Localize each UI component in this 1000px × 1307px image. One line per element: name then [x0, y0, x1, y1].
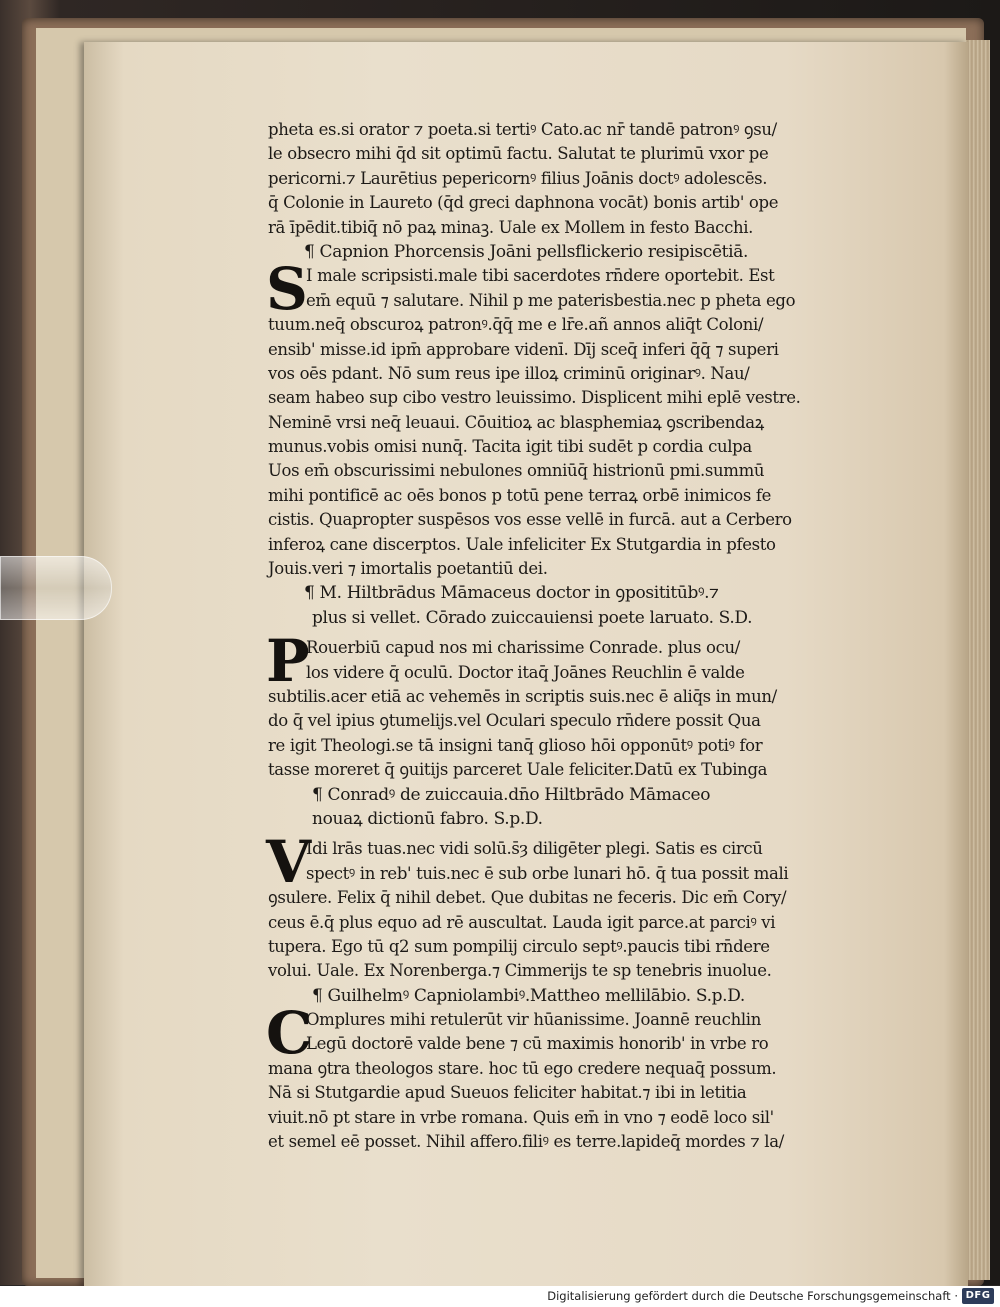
text-line: inferoꝝ cane discerptos. Uale infeliciter Ex Stutgardia in pfesto [268, 534, 776, 554]
text-line: Idi lrās tuas.nec vidi solū.s̄ȝ diligēter plegi. Satis es circū [306, 839, 763, 859]
letter-paragraph [266, 627, 858, 782]
text-line: I male scripsisti.male tibi sacerdotes rn̄dere oportebit. Est [306, 266, 775, 286]
text-line: seam habeo sup cibo vestro leuissimo. Displicent mihi eplē vestre. [268, 388, 801, 408]
paragraph-mark-icon: ¶ [312, 985, 323, 1006]
funding-credit: Digitalisierung gefördert durch die Deutsche Forschungsgemeinschaft · [547, 1289, 958, 1303]
dfg-logo-icon: DFG [962, 1288, 994, 1304]
text-line: pheta es.si orator ⁊ poeta.si tertiꝰ Cato.ac nr̄ tandē patronꝰ ꝯsu/ [268, 120, 777, 139]
text-line: viuit.nō pt stare in vrbe romana. Quis em̄ in vno ⁊ eodē loco sil' [268, 1107, 774, 1127]
page-holder-clip [0, 556, 112, 620]
text-line: tuum.neq̄ obscuroꝝ patronꝰ.q̄q̄ me e lr̄e.añ annos aliq̄t Coloni/ [268, 315, 764, 335]
text-line: Legū doctorē valde bene ⁊ cū maximis honorib' in vrbe ro [306, 1034, 769, 1054]
text-line: mana ꝯtra theologos stare. hoc tū ego credere nequaq̄ possum. [268, 1058, 777, 1078]
page-text [268, 118, 858, 1154]
text-line: Jouis.veri ⁊ imortalis poetantiū dei. [268, 559, 548, 579]
letter-heading: ¶ M. Hiltbrādus Māmaceus doctor in ꝯposititūbꝰ.⁊ [304, 583, 719, 604]
text-line: pericorni.⁊ Laurētius pepericornꝰ filius Joānis doctꝰ adolescēs. [268, 168, 768, 188]
text-line: subtilis.acer etiā ac vehemēs in scriptis suis.nec ē aliq̄s in mun/ [268, 686, 777, 706]
text-line: ꝯsulere. Felix q̄ nihil debet. Que dubitas ne feceris. Dic em̄ Cory/ [268, 888, 787, 908]
letter-heading-continued: plus si vellet. Cōrado zuiccauiensi poete laruato. S.D. [312, 607, 753, 628]
drop-cap: S [266, 255, 308, 324]
letter-heading: ¶ Conradꝰ de zuiccauia.dn̄o Hiltbrādo Māmaceo [312, 784, 711, 805]
text-line: mihi pontificē ac oēs bonos p totū pene terraꝝ orbē inimicos fe [268, 485, 772, 505]
text-line: et semel eē posset. Nihil affero.filiꝰ es terre.lapideq̄ mordes ⁊ la/ [268, 1132, 784, 1152]
letter-heading: ¶ Guilhelmꝰ Capniolambiꝰ.Mattheo mellilābio. S.p.D. [312, 985, 745, 1006]
text-line: spectꝰ in reb' tuis.nec ē sub orbe lunari hō. q̄ tua possit mali [306, 863, 789, 883]
letter-paragraph [266, 999, 858, 1154]
text-line: cistis. Quapropter suspēsos vos esse vellē in furcā. aut a Cerbero [268, 510, 792, 530]
page-fore-edge [966, 40, 990, 1280]
text-line: munus.vobis omisi nunq̄. Tacita igit tibi sudēt p cordia culpa [268, 437, 752, 457]
letter-heading-continued: nouaꝝ dictionū fabro. S.p.D. [312, 808, 543, 829]
opening-lines [268, 118, 858, 240]
text-line: los videre q̄ oculū. Doctor itaq̄ Joānes Reuchlin ē valde [306, 662, 745, 682]
text-line: ensib' misse.id ipm̄ approbare videnī. Dīj sceq̄ inferi q̄q̄ ⁊ superi [268, 339, 779, 359]
text-line: le obsecro mihi q̄d sit optimū factu. Salutat te plurimū vxor pe [268, 144, 769, 164]
text-line: Omplures mihi retulerūt vir hūanissime. Joannē reuchlin [306, 1010, 761, 1030]
text-line: ceus ē.q̄ plus equo ad rē auscultat. Lauda igit parce.at parciꝰ vi [268, 912, 776, 932]
letter-paragraph [266, 255, 858, 581]
letter-heading: ¶ Capnion Phorcensis Joāni pellsflickerio resipiscētiā. [304, 241, 749, 262]
drop-cap: P [266, 627, 310, 696]
letter-paragraph [266, 828, 858, 983]
drop-cap: V [266, 828, 311, 897]
text-line: Neminē vrsi neq̄ leuaui. Cōuitioꝝ ac blasphemiaꝝ ꝯscribendaꝝ [268, 412, 764, 432]
text-line: do q̄ vel ipius ꝯtumelijs.vel Oculari speculo rn̄dere possit Qua [268, 711, 761, 731]
text-line: em̄ equū ⁊ salutare. Nihil p me paterisbestia.nec p pheta ego [306, 290, 796, 310]
text-line: re igit Theologi.se tā insigni tanq̄ glioso hōi opponūtꝰ potiꝰ for [268, 735, 763, 755]
text-line: vos oēs pdant. Nō sum reus ipe illoꝝ criminū originarꝰ. Nau/ [268, 363, 750, 383]
paragraph-mark-icon: ¶ [304, 583, 315, 604]
paragraph-mark-icon: ¶ [312, 784, 323, 805]
text-line: Uos em̄ obscurissimi nebulones omniūq̄ histrionū pmi.summū [268, 461, 765, 481]
text-line: Rouerbiū capud nos mi charissime Conrade. plus ocu/ [306, 638, 741, 658]
drop-cap: C [266, 999, 312, 1068]
footer-bar [0, 1286, 1000, 1307]
text-line: tasse moreret q̄ ꝯuitijs parceret Uale feliciter.Datū ex Tubinga [268, 760, 768, 780]
text-line: tupera. Ego tū q2 sum pompilij circulo septꝰ.paucis tibi rn̄dere [268, 936, 770, 956]
paragraph-mark-icon: ¶ [304, 241, 315, 262]
text-line: Nā si Stutgardie apud Sueuos feliciter habitat.⁊ ibi in letitia [268, 1083, 747, 1103]
text-line: rā īpēdit.tibiq̄ nō paꝝ minaꝫ. Uale ex Mollem in festo Bacchi. [268, 217, 754, 237]
text-line: q̄ Colonie in Laureto (q̄d greci daphnona vocāt) bonis artib' ope [268, 193, 779, 213]
text-line: volui. Uale. Ex Norenberga.⁊ Cimmerijs te sp tenebris inuolue. [268, 961, 772, 981]
